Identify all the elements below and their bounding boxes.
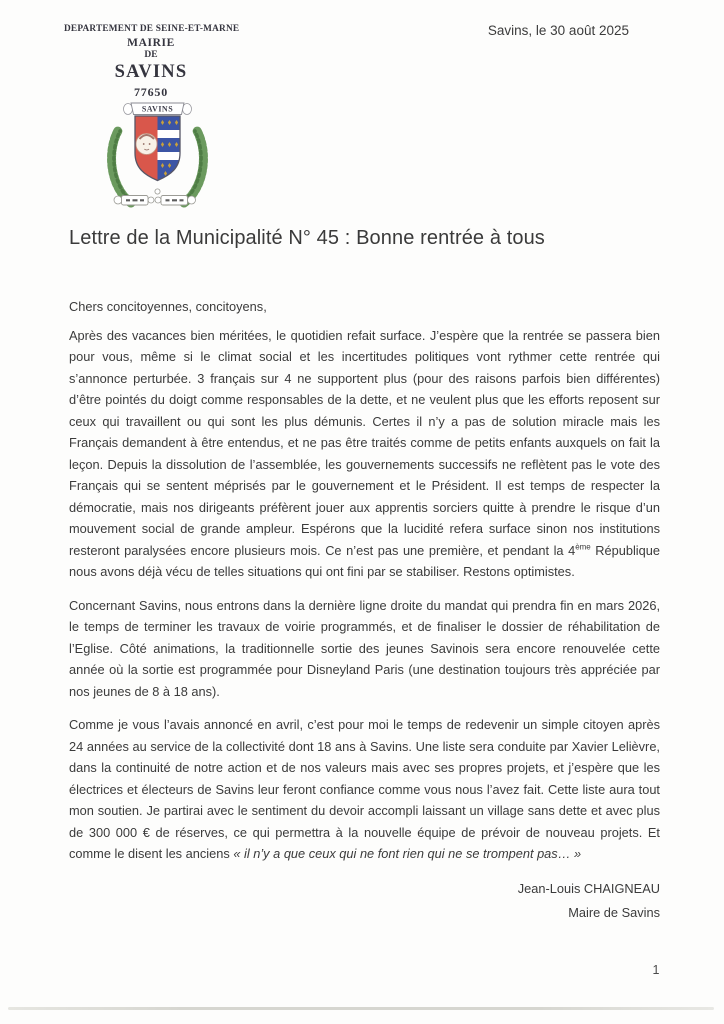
page-number: 1: [652, 963, 660, 977]
paragraph-2: Concernant Savins, nous entrons dans la dernière ligne droite du mandat qui prendra fin en mars 2026, le temps de terminer les travaux de voirie programmés, et de finaliser le dossier de réhabilitation de l’Eglise. Côté animations, la traditionnelle sortie des jeunes Savinois sera encore renouvelée cette année où la sortie est programmée pour Disneyland Paris (une destination toujours très appréciée par nos jeunes de 8 à 18 ans).: [69, 597, 660, 699]
crest-banner: [124, 103, 192, 115]
paragraph-1-end: République nous avons déjà vécu de telles situations qui ont fini par se stabiliser. Restons optimistes.: [69, 542, 660, 579]
letterhead: [64, 24, 238, 100]
signatory-name: Jean-Louis CHAIGNEAU: [517, 880, 660, 896]
date-line: Savins, le 30 août 2025: [487, 23, 629, 38]
paragraph-3-text: Comme je vous l’avais annoncé en avril, c’est pour moi le temps de redevenir un simple citoyen après 24 années au service de la collectivité dont 18 ans à Savins. Une liste sera conduite par Xavier Lelièvre, dans la continuité de notre action et de nos valeurs mais avec ses propres projets, et j’espère que les électrices et électeurs de Savins leur feront confiance comme vous nous l’avez fait. Cette liste aura tout mon soutien. Je partirai avec le sentiment du devoir accompli laissant un village sans dette et avec plus de 300 000 € de réserves, ce qui permettra à la nouvelle équipe de prévoir de nouveau projets. Et comme le disent les anciens: [69, 717, 660, 861]
de-line: DE: [144, 50, 158, 60]
superscript-ordinal: ème: [575, 542, 591, 552]
letter-title: Lettre de la Municipalité N° 45 : Bonne rentrée à tous: [69, 227, 545, 249]
salutation: Chers concitoyennes, concitoyens,: [69, 299, 267, 314]
quote-italic: « il n’y a que ceux qui ne font rien qui ne se trompent pas… »: [233, 846, 582, 861]
crest-svg: [101, 99, 214, 218]
postal-code: 77650: [134, 85, 168, 99]
crest-banner-text: SAVINS: [141, 104, 174, 114]
scan-edge-line: [8, 1007, 714, 1010]
paragraph-1-text: Après des vacances bien méritées, le quotidien refait surface. J’espère que la rentrée se passera bien pour vous, même si le climat social et les incertitudes politiques vont rythmer cette rentrée qui s’annonce perturbée. 3 français sur 4 ne supportent plus (pour des raisons parfois bien différentes) d’être pointés du doigt comme responsables de la dette, et ne veulent plus que les efforts reposent sur ceux qui travaillent ou qui sont les plus démunis. Certes il n’y a pas de solution miracle mais les Français demandent à être entendus, et ne pas être traités comme de petits enfants auxquels on fait la leçon. Depuis la dissolution de l’assemblée, les gouvernements successifs ne reflètent pas le vote des Français qui se sentent méprisés par le gouvernement et le Président. Il est temps de respecter la démocratie, mais nos dirigeants préfèrent jouer aux apprentis sorciers quitte à prendre le risque d’un mouvement social de grande ampleur. Espérons que la lucidité refera surface sinon nos institutions resteront paralysées encore plusieurs mois. Ce n’est pas une première, et pendant la 4: [69, 327, 660, 558]
paragraph-3: [69, 714, 660, 865]
letter-body: [69, 296, 660, 925]
town-crest-icon: [101, 99, 214, 218]
department-line: DEPARTEMENT DE SEINE-ET-MARNE: [64, 24, 240, 34]
mairie-line: MAIRIE: [127, 37, 175, 49]
signatory-role: Maire de Savins: [568, 904, 660, 920]
signature-block: [69, 877, 660, 925]
paragraph-1: [69, 325, 660, 583]
crest-head: [136, 134, 157, 155]
town-name: SAVINS: [114, 62, 188, 82]
crest-scrolls: [114, 189, 196, 205]
